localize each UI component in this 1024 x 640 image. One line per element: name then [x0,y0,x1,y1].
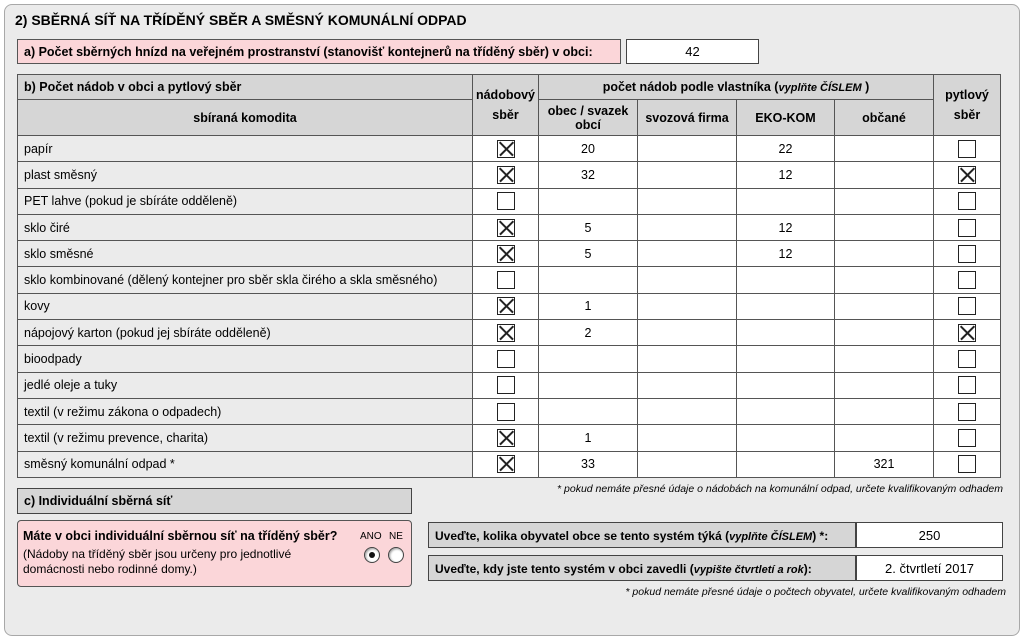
count-input-ekokom[interactable]: 12 [737,214,835,240]
count-input-firma[interactable] [638,214,737,240]
count-input-ekokom[interactable] [737,188,835,214]
table-row [18,398,1001,424]
individual-network-question [17,520,412,587]
table-row [18,267,1001,293]
container-checkbox[interactable] [497,192,515,210]
count-input-obcane[interactable] [835,267,934,293]
commodity-name: PET lahve (pokud je sbíráte odděleně) [18,188,473,214]
table-row [18,162,1001,188]
container-cell [473,188,539,214]
count-input-firma[interactable] [638,293,737,319]
bag-checkbox[interactable] [958,271,976,289]
commodity-name: sklo kombinované (dělený kontejner pro sběr skla čirého a skla směsného) [18,267,473,293]
question-text: Máte v obci individuální sběrnou síť na tříděný sběr? [23,529,338,543]
container-cell [473,320,539,346]
count-input-ekokom[interactable]: 12 [737,162,835,188]
count-input-obcane[interactable] [835,346,934,372]
count-input-obec[interactable] [539,346,638,372]
owner-col-firma: svozová firma [638,100,737,136]
bag-col-line1: pytlový [945,88,989,102]
count-input-obcane[interactable] [835,372,934,398]
count-input-obec[interactable]: 5 [539,214,638,240]
table-row [18,372,1001,398]
commodity-name: kovy [18,293,473,319]
container-cell [473,136,539,162]
container-checkbox[interactable] [497,271,515,289]
commodity-name: plast směsný [18,162,473,188]
commodity-name: sklo čiré [18,214,473,240]
bag-cell [934,425,1001,451]
commodity-name: textil (v režimu zákona o odpadech) [18,398,473,424]
count-input-firma[interactable] [638,398,737,424]
container-checkbox[interactable] [497,429,515,447]
table-row [18,320,1001,346]
count-input-obec[interactable]: 1 [539,293,638,319]
since-label [428,555,856,581]
count-input-obcane[interactable] [835,293,934,319]
commodity-name: jedlé oleje a tuky [18,372,473,398]
part-c-header-text: c) Individuální sběrná síť [24,494,173,508]
bag-checkbox[interactable] [958,219,976,237]
count-input-obcane[interactable] [835,241,934,267]
owner-header-end: ) [861,80,870,94]
bag-checkbox[interactable] [958,376,976,394]
count-input-ekokom[interactable]: 12 [737,241,835,267]
since-label-main: Uveďte, kdy jste tento systém v obci zavedli ( [435,562,694,576]
containers-table [17,74,1001,478]
owner-col-obec: obec / svazek obcí [539,100,638,136]
bag-cell [934,188,1001,214]
no-radio[interactable] [388,547,404,563]
container-cell [473,214,539,240]
table-row [18,293,1001,319]
count-input-obec[interactable] [539,398,638,424]
owner-col-ekokom: EKO-KOM [737,100,835,136]
part-a-value-input[interactable]: 42 [626,39,759,64]
container-checkbox[interactable] [497,297,515,315]
container-cell [473,162,539,188]
commodity-name: bioodpady [18,346,473,372]
count-input-obcane[interactable] [835,162,934,188]
container-cell [473,451,539,477]
table-row [18,346,1001,372]
count-input-ekokom[interactable] [737,451,835,477]
table-row [18,136,1001,162]
commodity-name: textil (v režimu prevence, charita) [18,425,473,451]
bag-cell [934,372,1001,398]
table-row [18,425,1001,451]
bag-checkbox[interactable] [958,192,976,210]
table-row [18,188,1001,214]
container-col-line1: nádobový [475,88,536,102]
owner-col-obcane: občané [835,100,934,136]
count-input-firma[interactable] [638,346,737,372]
bag-cell [934,293,1001,319]
bag-col-line2: sběr [953,108,981,122]
commodity-name: směsný komunální odpad * [18,451,473,477]
count-input-firma[interactable] [638,241,737,267]
container-checkbox[interactable] [497,140,515,158]
bag-cell [934,267,1001,293]
bag-cell [934,320,1001,346]
count-input-obcane[interactable] [835,425,934,451]
container-cell [473,425,539,451]
owner-header-main: počet nádob podle vlastníka ( [602,80,779,94]
count-input-obec[interactable] [539,267,638,293]
bag-checkbox[interactable] [958,140,976,158]
since-label-end: ): [803,562,812,576]
count-input-ekokom[interactable] [737,320,835,346]
part-b-footnote: * pokud nemáte přesné údaje o nádobách na komunální odpad, určete kvalifikovaným odhadem [557,483,1003,495]
container-cell [473,241,539,267]
count-input-firma[interactable] [638,320,737,346]
bag-checkbox[interactable] [958,324,976,342]
count-input-obcane[interactable] [835,188,934,214]
count-input-obec[interactable]: 32 [539,162,638,188]
part-b-header: b) Počet nádob v obci a pytlový sběr [18,75,473,100]
bag-checkbox[interactable] [958,429,976,447]
table-row [18,241,1001,267]
bag-cell [934,398,1001,424]
container-cell [473,346,539,372]
count-input-obcane[interactable] [835,320,934,346]
count-input-obec[interactable] [539,372,638,398]
container-cell [473,398,539,424]
count-input-obec[interactable]: 1 [539,425,638,451]
count-input-obcane[interactable] [835,214,934,240]
part-a-label [17,39,621,64]
container-cell [473,293,539,319]
container-checkbox[interactable] [497,376,515,394]
count-input-firma[interactable] [638,162,737,188]
bag-col-header [934,75,1001,136]
count-input-obcane[interactable] [835,398,934,424]
count-input-obcane[interactable] [835,136,934,162]
container-checkbox[interactable] [497,455,515,473]
count-input-obec[interactable]: 2 [539,320,638,346]
count-input-ekokom[interactable] [737,425,835,451]
bag-cell [934,241,1001,267]
inhabitants-label [428,522,856,548]
since-label-italic: vypište čtvrtletí a rok [693,564,804,576]
count-input-obec[interactable]: 20 [539,136,638,162]
count-input-firma[interactable] [638,136,737,162]
bag-checkbox[interactable] [958,245,976,263]
bag-cell [934,162,1001,188]
count-input-firma[interactable] [638,425,737,451]
part-c-header [17,488,412,514]
bag-checkbox[interactable] [958,455,976,473]
inhabitants-label-end: ) *: [812,529,829,543]
bag-cell [934,346,1001,372]
inhabitants-label-main: Uveďte, kolika obyvatel obce se tento systém týká ( [435,529,730,543]
bag-checkbox[interactable] [958,350,976,368]
container-cell [473,267,539,293]
table-row [18,451,1001,477]
part-c-footnote: * pokud nemáte přesné údaje o počtech obyvatel, určete kvalifikovaným odhadem [625,586,1006,598]
question-note: (Nádoby na tříděný sběr jsou určeny pro jednotlivé domácnosti nebo rodinné domy.) [23,547,292,576]
count-input-obec[interactable]: 33 [539,451,638,477]
count-input-firma[interactable] [638,267,737,293]
bag-checkbox[interactable] [958,297,976,315]
container-checkbox[interactable] [497,219,515,237]
bag-checkbox[interactable] [958,166,976,184]
count-input-firma[interactable] [638,451,737,477]
owner-header-italic: vyplňte ČÍSLEM [778,82,862,94]
count-input-ekokom[interactable] [737,346,835,372]
yes-radio[interactable] [364,547,380,563]
bag-cell [934,136,1001,162]
container-col-header [473,75,539,136]
table-row [18,214,1001,240]
bag-cell [934,451,1001,477]
inhabitants-label-italic: vyplňte ČÍSLEM [729,531,813,543]
no-label: NE [389,531,403,542]
owner-header [539,75,934,100]
count-input-obcane[interactable]: 321 [835,451,934,477]
commodity-name: papír [18,136,473,162]
section-title: 2) SBĚRNÁ SÍŤ NA TŘÍDĚNÝ SBĚR A SMĚSNÝ KOMUNÁLNÍ ODPAD [15,12,467,28]
container-checkbox[interactable] [497,245,515,263]
container-checkbox[interactable] [497,166,515,184]
commodity-name: sklo směsné [18,241,473,267]
count-input-ekokom[interactable] [737,293,835,319]
count-input-obec[interactable]: 5 [539,241,638,267]
commodity-name: nápojový karton (pokud jej sbíráte odděleně) [18,320,473,346]
count-input-firma[interactable] [638,372,737,398]
bag-cell [934,214,1001,240]
container-checkbox[interactable] [497,403,515,421]
since-input[interactable]: 2. čtvrtletí 2017 [856,555,1003,581]
container-cell [473,372,539,398]
container-checkbox[interactable] [497,350,515,368]
yes-label: ANO [360,531,382,542]
count-input-obec[interactable] [539,188,638,214]
count-input-ekokom[interactable] [737,267,835,293]
inhabitants-input[interactable]: 250 [856,522,1003,548]
container-checkbox[interactable] [497,324,515,342]
commodity-header: sbíraná komodita [18,100,473,136]
part-a-label-text: a) Počet sběrných hnízd na veřejném prostranství (stanovišť kontejnerů na tříděný sběr) v obci: [24,45,593,59]
bag-checkbox[interactable] [958,403,976,421]
count-input-ekokom[interactable] [737,398,835,424]
count-input-ekokom[interactable]: 22 [737,136,835,162]
container-col-line2: sběr [492,108,519,122]
count-input-ekokom[interactable] [737,372,835,398]
count-input-firma[interactable] [638,188,737,214]
